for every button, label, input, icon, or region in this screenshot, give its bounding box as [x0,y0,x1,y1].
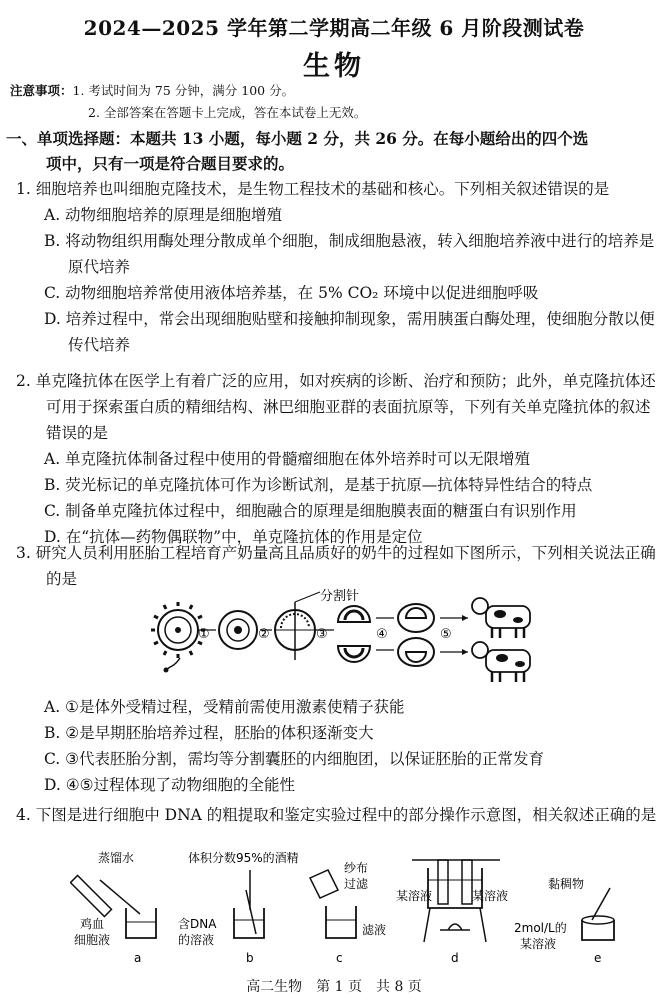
step-5-label: ⑤ [440,627,452,642]
label-filtrate: 滤液 [362,923,387,937]
label-viscous: 黏稠物 [548,877,585,891]
label-concentration: 2mol/L的 [514,921,567,935]
question-stem: 1. 细胞培养也叫细胞克隆技术，是生物工程技术的基础和核心。下列相关叙述错误的是 [16,180,610,198]
embryo-transfer-bottom-icon [398,638,434,666]
section-line-1: 一、单项选择题：本题共 13 小题，每小题 2 分，共 26 分。在每小题给出的四个选 [6,129,589,148]
label-alcohol: 体积分数95%的酒精 [188,851,299,865]
option-c: C. 制备单克隆抗体过程中，细胞融合的原理是细胞膜表面的糖蛋白有识别作用 [44,502,577,520]
label-solution-right: 某溶液 [472,889,509,903]
option-b: B. ②是早期胚胎培养过程，胚胎的体积逐渐变大 [44,724,374,742]
exam-notes [10,80,660,124]
cow-icon [472,642,530,682]
label-dna: 含DNA [178,917,217,931]
option-c: C. 动物细胞培养常使用液体培养基，在 5% CO₂ 环境中以促进细胞呼吸 [44,284,539,302]
zygote-icon [219,611,257,649]
step-1-label: ① [198,627,210,642]
label-distilled-water: 蒸馏水 [98,851,135,865]
label-chicken-blood: 鸡血 [80,917,105,931]
option-b: B. 荧光标记的单克隆抗体可作为诊断试剂，是基于抗原—抗体特异性结合的特点 [44,476,593,494]
question-4 [6,802,658,828]
cow-icon [472,598,530,638]
label-solution: 的溶液 [178,933,215,947]
option-d: D. ④⑤过程体现了动物细胞的全能性 [44,776,296,794]
label-e: e [594,951,602,965]
option-a: A. 单克隆抗体制备过程中使用的骨髓瘤细胞在体外培养时可以无限增殖 [44,450,531,468]
notes-label: 注意事项： [10,83,73,98]
question-stem: 4. 下图是进行细胞中 DNA 的粗提取和鉴定实验过程中的部分操作示意图，相关叙述正确的是 [16,806,657,824]
egg-cell-icon [151,602,205,658]
label-gauze: 纱布 [344,861,369,875]
section-line-2: 项中，只有一项是符合题目要求的。 [46,154,295,173]
page-footer: 高二生物 第 1 页 共 8 页 [246,979,422,995]
option-d: D. 在“抗体—药物偶联物”中，单克隆抗体的作用是定位 [44,528,423,546]
exam-title: 2024—2025 学年第二学期高二年级 6 月阶段测试卷 [83,16,585,40]
embryo-engineering-figure [150,588,570,698]
notes-item-1: 1. 考试时间为 75 分钟，满分 100 分。 [72,83,295,98]
label-b: b [246,951,254,965]
question-stem: 2. 单克隆抗体在医学上有着广泛的应用，如对疾病的诊断、治疗和预防；此外，单克隆抗体还可用于探索蛋白质的精细结构、淋巴细胞亚群的表面抗原等，下列有关单克隆抗体的叙述错误的是 [16,372,656,442]
option-a: A. ①是体外受精过程，受精前需使用激素使精子获能 [44,698,405,716]
step-3-label: ③ [316,627,328,642]
notes-line-1 [10,80,660,102]
dna-extraction-figure [70,850,660,968]
question-2 [6,368,658,550]
beaker-e-icon [582,916,614,940]
option-d: D. 培养过程中，常会出现细胞贴壁和接触抑制现象，需用胰蛋白酶处理，使细胞分散以便传代培养 [44,310,655,354]
beaker-a-icon [126,908,156,938]
split-embryo-top-icon [338,606,370,622]
section-heading [6,126,656,176]
label-solution-left: 某溶液 [396,889,433,903]
label-filter: 过滤 [344,877,369,891]
question-3-options [6,694,658,798]
option-c: C. ③代表胚胎分割，需均等分割囊胚的内细胞团，以保证胚胎的正常发育 [44,750,545,768]
beaker-b-icon [234,890,264,938]
question-1 [6,176,658,358]
question-stem: 3. 研究人员利用胚胎工程培育产奶量高且品质好的奶牛的过程如下图所示，下列相关说法正确的是 [16,544,656,588]
needle-label: 分割针 [320,589,360,604]
option-b: B. 将动物组织用酶处理分散成单个细胞，制成细胞悬液，转入细胞培养液中进行的培养是原代培养 [44,232,655,276]
blastocyst-icon [275,602,315,660]
notes-item-2: 2. 全部答案在答题卡上完成，答在本试卷上无效。 [88,105,367,120]
question-3 [6,540,658,592]
option-a: A. 动物细胞培养的原理是细胞增殖 [44,206,283,224]
label-c: c [336,951,343,965]
subject-title: 生物 [303,51,365,82]
split-embryo-bottom-icon [338,646,370,662]
beaker-c-icon [326,906,356,938]
sperm-icon [166,658,180,670]
step-4-label: ④ [376,627,388,642]
embryo-transfer-top-icon [398,604,434,632]
label-some-solution: 某溶液 [520,937,557,951]
label-d: d [451,951,459,965]
label-a: a [134,951,142,965]
label-cell-fluid: 细胞液 [74,933,111,947]
funnel-icon [310,870,338,898]
step-2-label: ② [258,627,270,642]
